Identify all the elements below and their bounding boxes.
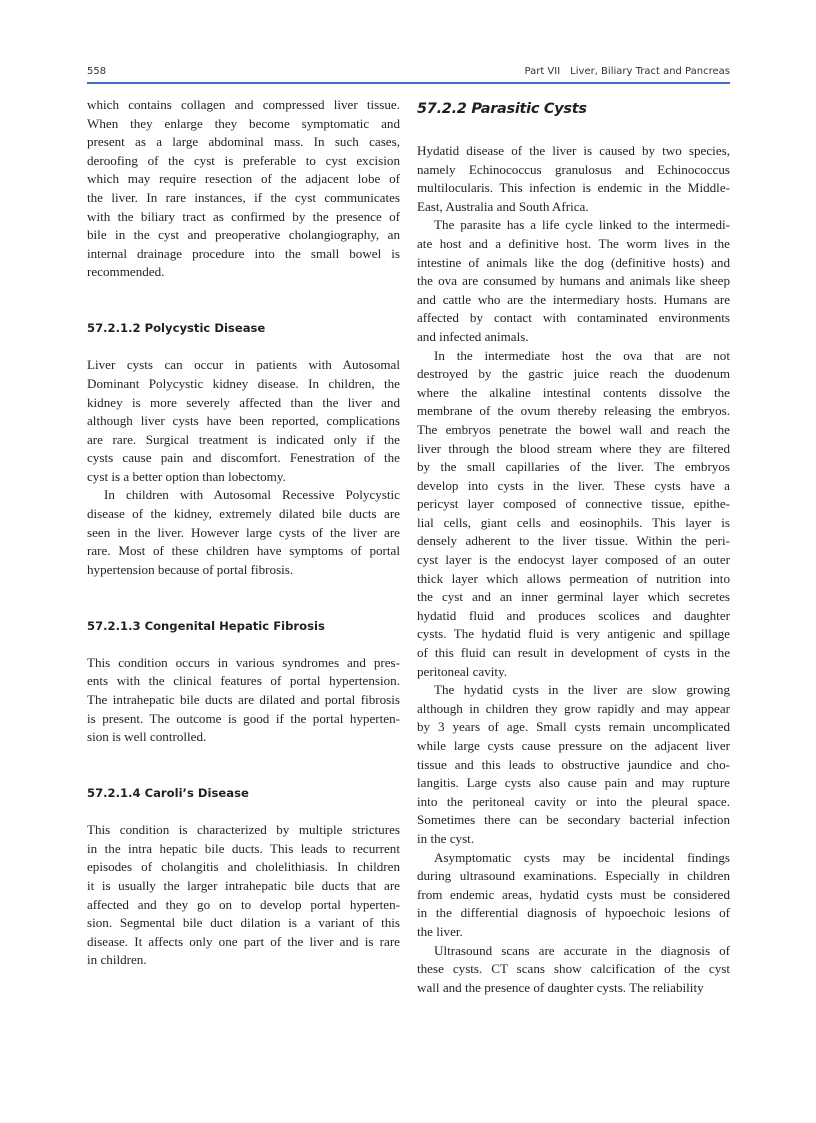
text-line: pericyst layer composed of connective tissue, epithe- [417, 496, 730, 512]
text-line: episodes of cholangitis and cholelithiasis. In children [87, 859, 400, 875]
text-line: these cysts. CT scans show calcification of the cyst [417, 961, 730, 977]
text-line: multilocularis. This infection is endemic in the Middle- [417, 180, 730, 196]
text-line: lial cells, giant cells and eosinophils. This layer is [417, 514, 730, 530]
paragraph [87, 654, 400, 747]
text-line: which contains collagen and compressed liver tissue. [87, 97, 400, 112]
text-line: with the biliary tract as confirmed by the presence of [87, 208, 400, 224]
paragraph [87, 96, 400, 282]
paragraph [417, 347, 730, 682]
spacer [87, 338, 400, 357]
text-line: and cattle who are the intermediary hosts. Humans are [417, 291, 730, 307]
text-line: by 3 years of age. Small cysts remain uncomplicated [417, 719, 730, 735]
text-line: namely Echinococcus granulosus and Echinococcus [417, 161, 730, 177]
paragraph [417, 942, 730, 998]
paragraph [417, 849, 730, 942]
text-line: cyst layer is the endocyst layer composed of an outer [417, 552, 730, 568]
spacer [87, 765, 400, 784]
text-line: where the alkaline intestinal contents dissolve the [417, 384, 730, 400]
text-line: hypertension because of portal fibrosis. [87, 561, 294, 577]
text-line: during ultrasound examinations. Especially in children [417, 868, 730, 884]
text-line: present as a large abdominal mass. In such cases, [87, 134, 400, 150]
text-line: by the small capillaries of the liver. The embryos [417, 459, 730, 475]
right-column [417, 96, 730, 997]
text-line: thick layer which allows permeation of nutrition into [417, 570, 730, 586]
text-line: Sometimes there can be secondary bacterial infection [417, 812, 730, 828]
part-title: Liver, Biliary Tract and Pancreas [570, 66, 730, 77]
text-line: while large cysts cause pressure on the adjacent liver [417, 738, 730, 753]
text-line: in the cyst. [417, 830, 475, 846]
text-line: bile in the cyst and preoperative cholangiography, an [87, 227, 400, 243]
text-line: The embryos penetrate the bowel wall and reach the [417, 421, 730, 437]
text-line: although in children they grow rapidly and may appear [417, 700, 730, 716]
text-line: internal drainage procedure into the small bowel is [87, 245, 400, 261]
text-line: into the peritoneal cavity or into the pleural space. [417, 793, 730, 809]
header-rule [87, 82, 730, 84]
text-line: seen in the liver. However large cysts of the liver are [87, 524, 400, 540]
text-line: the cyst and an inner germinal layer which secretes [417, 589, 730, 605]
text-line: tissue and this leads to obstructive jaundice and cho- [417, 756, 730, 772]
spacer [87, 747, 400, 766]
text-line: densely adherent to the liver tissue. Within the peri- [417, 533, 730, 549]
text-line: langitis. Large cysts also cause pain and may rupture [417, 775, 730, 791]
text-line: This condition is characterized by multiple strictures [87, 822, 400, 838]
text-line: membrane of the ovum thereby releasing the embryos. [417, 403, 730, 419]
page-number: 558 [87, 66, 107, 77]
running-header [87, 66, 730, 82]
section-heading: 57.2.2 Parasitic Cysts [417, 101, 587, 117]
text-line: Asymptomatic cysts may be incidental findings [434, 849, 730, 865]
text-line: although liver cysts have been reported, complications [87, 413, 400, 429]
paragraph [417, 216, 730, 346]
text-line: recommended. [87, 264, 165, 280]
running-title [525, 66, 731, 77]
text-line: is present. The outcome is good if the portal hyperten- [87, 710, 400, 726]
spacer [87, 579, 400, 598]
text-line: liver through the blood stream where they are filtered [417, 440, 730, 456]
text-line: disease. It affects only one part of the liver and is rare [87, 933, 400, 949]
text-line: it is usually the larger intrahepatic bile ducts that are [87, 877, 400, 893]
text-line: rare. Most of these children have symptoms of portal [87, 543, 400, 559]
text-line: This condition occurs in various syndromes and pres- [87, 654, 400, 670]
text-line: affected and they go on to develop portal hyperten- [87, 896, 400, 912]
spacer [87, 598, 400, 617]
spacer [87, 803, 400, 822]
text-line: The parasite has a life cycle linked to the intermedi- [434, 217, 730, 233]
text-line: develop into cysts in the liver. These cysts have a [417, 477, 730, 493]
text-line: The intrahepatic bile ducts are dilated and portal fibrosis [87, 692, 400, 707]
text-line: Liver cysts can occur in patients with Autosomal [87, 357, 400, 373]
spacer [87, 635, 400, 654]
part-label: Part VII [524, 66, 561, 77]
text-line: In the intermediate host the ova that are not [434, 347, 730, 363]
spacer [417, 122, 730, 142]
text-line: the ova are consumed by humans and animals like sheep [417, 273, 730, 289]
text-line: kidney is more severely affected than the liver and [87, 394, 400, 410]
section-heading: 57.2.1.4 Caroli’s Disease [87, 785, 249, 800]
spacer [87, 282, 400, 301]
text-line: ate host and a definitive host. The worm lives in the [417, 235, 730, 251]
text-line: sion is well controlled. [87, 729, 207, 745]
text-line: ents with the clinical features of portal hypertension. [87, 673, 400, 689]
text-line: When they enlarge they become symptomatic and [87, 115, 400, 131]
text-line: from endemic areas, hydatid cysts must be considered [417, 886, 730, 902]
paragraph [417, 142, 730, 216]
text-line: intestine of animals like the dog (definitive hosts) and [417, 254, 730, 270]
text-line: and infected animals. [417, 328, 529, 344]
text-line: Hydatid disease of the liver is caused by two species, [417, 143, 730, 158]
text-line: which may require resection of the adjacent lobe of [87, 171, 400, 187]
text-line: affected by contact with contaminated environments [417, 310, 730, 326]
spacer [87, 301, 400, 320]
left-column [87, 96, 400, 970]
text-line: East, Australia and South Africa. [417, 198, 589, 214]
text-line: in the intra hepatic bile ducts. This leads to recurrent [87, 840, 400, 856]
text-line: hydatid fluid and produces scolices and daughter [417, 607, 730, 623]
section-heading: 57.2.1.2 Polycystic Disease [87, 321, 266, 336]
text-line: Ultrasound scans are accurate in the diagnosis of [434, 942, 730, 958]
text-line: disease of the kidney, extremely dilated bile ducts are [87, 506, 400, 522]
text-line: the liver. [417, 923, 463, 939]
text-line: are rare. Surgical treatment is indicated only if the [87, 431, 400, 447]
text-line: destroyed by the gastric juice reach the duodenum [417, 366, 730, 382]
text-line: Dominant Polycystic kidney disease. In children, the [87, 375, 400, 391]
section-heading: 57.2.1.3 Congenital Hepatic Fibrosis [87, 618, 325, 633]
text-line: wall and the presence of daughter cysts. The reliability [417, 979, 704, 995]
text-line: cyst is a better option than lobectomy. [87, 468, 286, 484]
text-line: In children with Autosomal Recessive Polycystic [104, 487, 400, 503]
text-line: of this fluid can result in development of cysts in the [417, 645, 730, 661]
paragraph [417, 681, 730, 848]
text-line: cysts. The hydatid fluid is very antigenic and spillage [417, 626, 730, 642]
paragraph [87, 356, 400, 486]
text-line: the liver. In rare instances, if the cyst communicates [87, 189, 400, 205]
text-line: in children. [87, 952, 147, 968]
text-line: cysts cause pain and discomfort. Fenestration of the [87, 450, 400, 466]
text-line: sion. Segmental bile duct dilation is a variant of this [87, 915, 400, 931]
text-line: The hydatid cysts in the liver are slow growing [434, 682, 730, 698]
text-line: in the differential diagnosis of hypoechoic lesions of [417, 905, 730, 921]
text-line: peritoneal cavity. [417, 663, 508, 679]
paragraph [87, 486, 400, 579]
paragraph [87, 821, 400, 970]
text-line: deroofing of the cyst is preferable to cyst excision [87, 152, 400, 168]
